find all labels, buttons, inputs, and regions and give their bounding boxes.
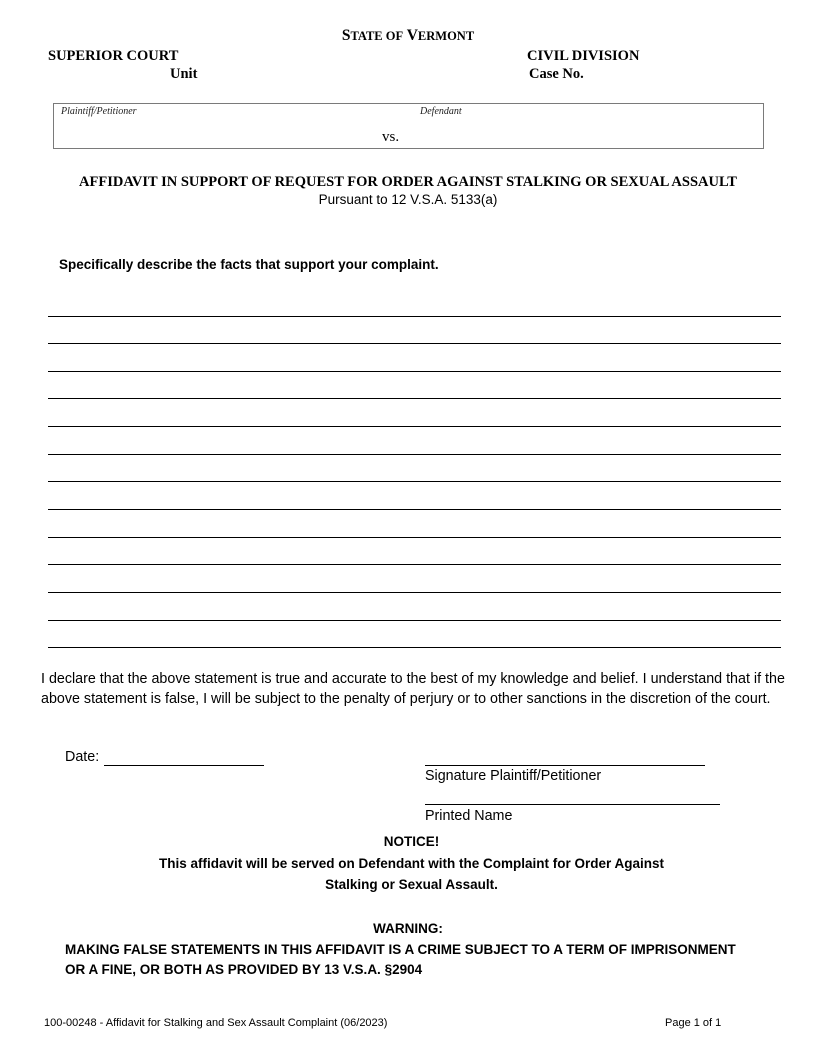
- warning-heading: WARNING:: [373, 921, 443, 936]
- warning-text: [65, 940, 765, 980]
- form-subtitle: Pursuant to 12 V.S.A. 5133(a): [318, 192, 498, 207]
- notice-line: This affidavit will be served on Defendant with the Complaint for Order Against: [158, 856, 665, 871]
- notice-heading: NOTICE!: [383, 834, 440, 849]
- statement-line[interactable]: [48, 454, 781, 455]
- notice-text: [130, 853, 693, 895]
- form-id-footer: 100-00248 - Affidavit for Stalking and Sex Assault Complaint (06/2023): [44, 1017, 388, 1029]
- signature-field[interactable]: [425, 765, 705, 766]
- statement-line[interactable]: [48, 371, 781, 372]
- printed-name-field[interactable]: [425, 804, 720, 805]
- date-field[interactable]: [104, 765, 264, 766]
- date-label: Date:: [65, 749, 100, 765]
- state-s: S: [341, 27, 351, 44]
- statement-line[interactable]: [48, 647, 781, 648]
- state-rest: TATE OF: [350, 29, 404, 43]
- warning-line: MAKING FALSE STATEMENTS IN THIS AFFIDAVIT IS A CRIME SUBJECT TO A TERM OF IMPRISONMENT: [65, 942, 736, 957]
- state-ermont: ERMONT: [417, 29, 475, 43]
- state-title: [0, 27, 816, 45]
- statement-line[interactable]: [48, 592, 781, 593]
- form-title: AFFIDAVIT IN SUPPORT OF REQUEST FOR ORDER AGAINST STALKING OR SEXUAL ASSAULT: [79, 174, 737, 190]
- describe-prompt: Specifically describe the facts that support your complaint.: [59, 257, 439, 272]
- superior-court-label: SUPERIOR COURT: [48, 48, 179, 64]
- case-number-label: Case No.: [529, 66, 584, 82]
- statement-line[interactable]: [48, 398, 781, 399]
- defendant-label: Defendant: [420, 106, 462, 117]
- versus-text: vs.: [382, 129, 400, 145]
- civil-division-label: CIVIL DIVISION: [527, 48, 640, 64]
- statement-line[interactable]: [48, 537, 781, 538]
- statement-line[interactable]: [48, 564, 781, 565]
- page-number: Page 1 of 1: [665, 1017, 722, 1029]
- statement-line[interactable]: [48, 316, 781, 317]
- statement-line[interactable]: [48, 509, 781, 510]
- plaintiff-label: Plaintiff/Petitioner: [61, 106, 137, 117]
- statement-line[interactable]: [48, 426, 781, 427]
- statement-line[interactable]: [48, 481, 781, 482]
- signature-label: Signature Plaintiff/Petitioner: [425, 768, 602, 784]
- statement-line[interactable]: [48, 343, 781, 344]
- case-caption-box[interactable]: [53, 103, 764, 149]
- declaration-text: I declare that the above statement is true and accurate to the best of my knowledge and belief. I understand that if the above statement is false, I will be subject to the penalty of perjury or to other sanctions in the discretion of the court.: [41, 671, 785, 707]
- unit-label: Unit: [170, 66, 198, 82]
- state-v: V: [406, 27, 418, 44]
- statement-line[interactable]: [48, 620, 781, 621]
- printed-name-label: Printed Name: [425, 808, 513, 824]
- warning-line: OR A FINE, OR BOTH AS PROVIDED BY 13 V.S.A. §2904: [65, 962, 423, 977]
- notice-line: Stalking or Sexual Assault.: [325, 877, 498, 892]
